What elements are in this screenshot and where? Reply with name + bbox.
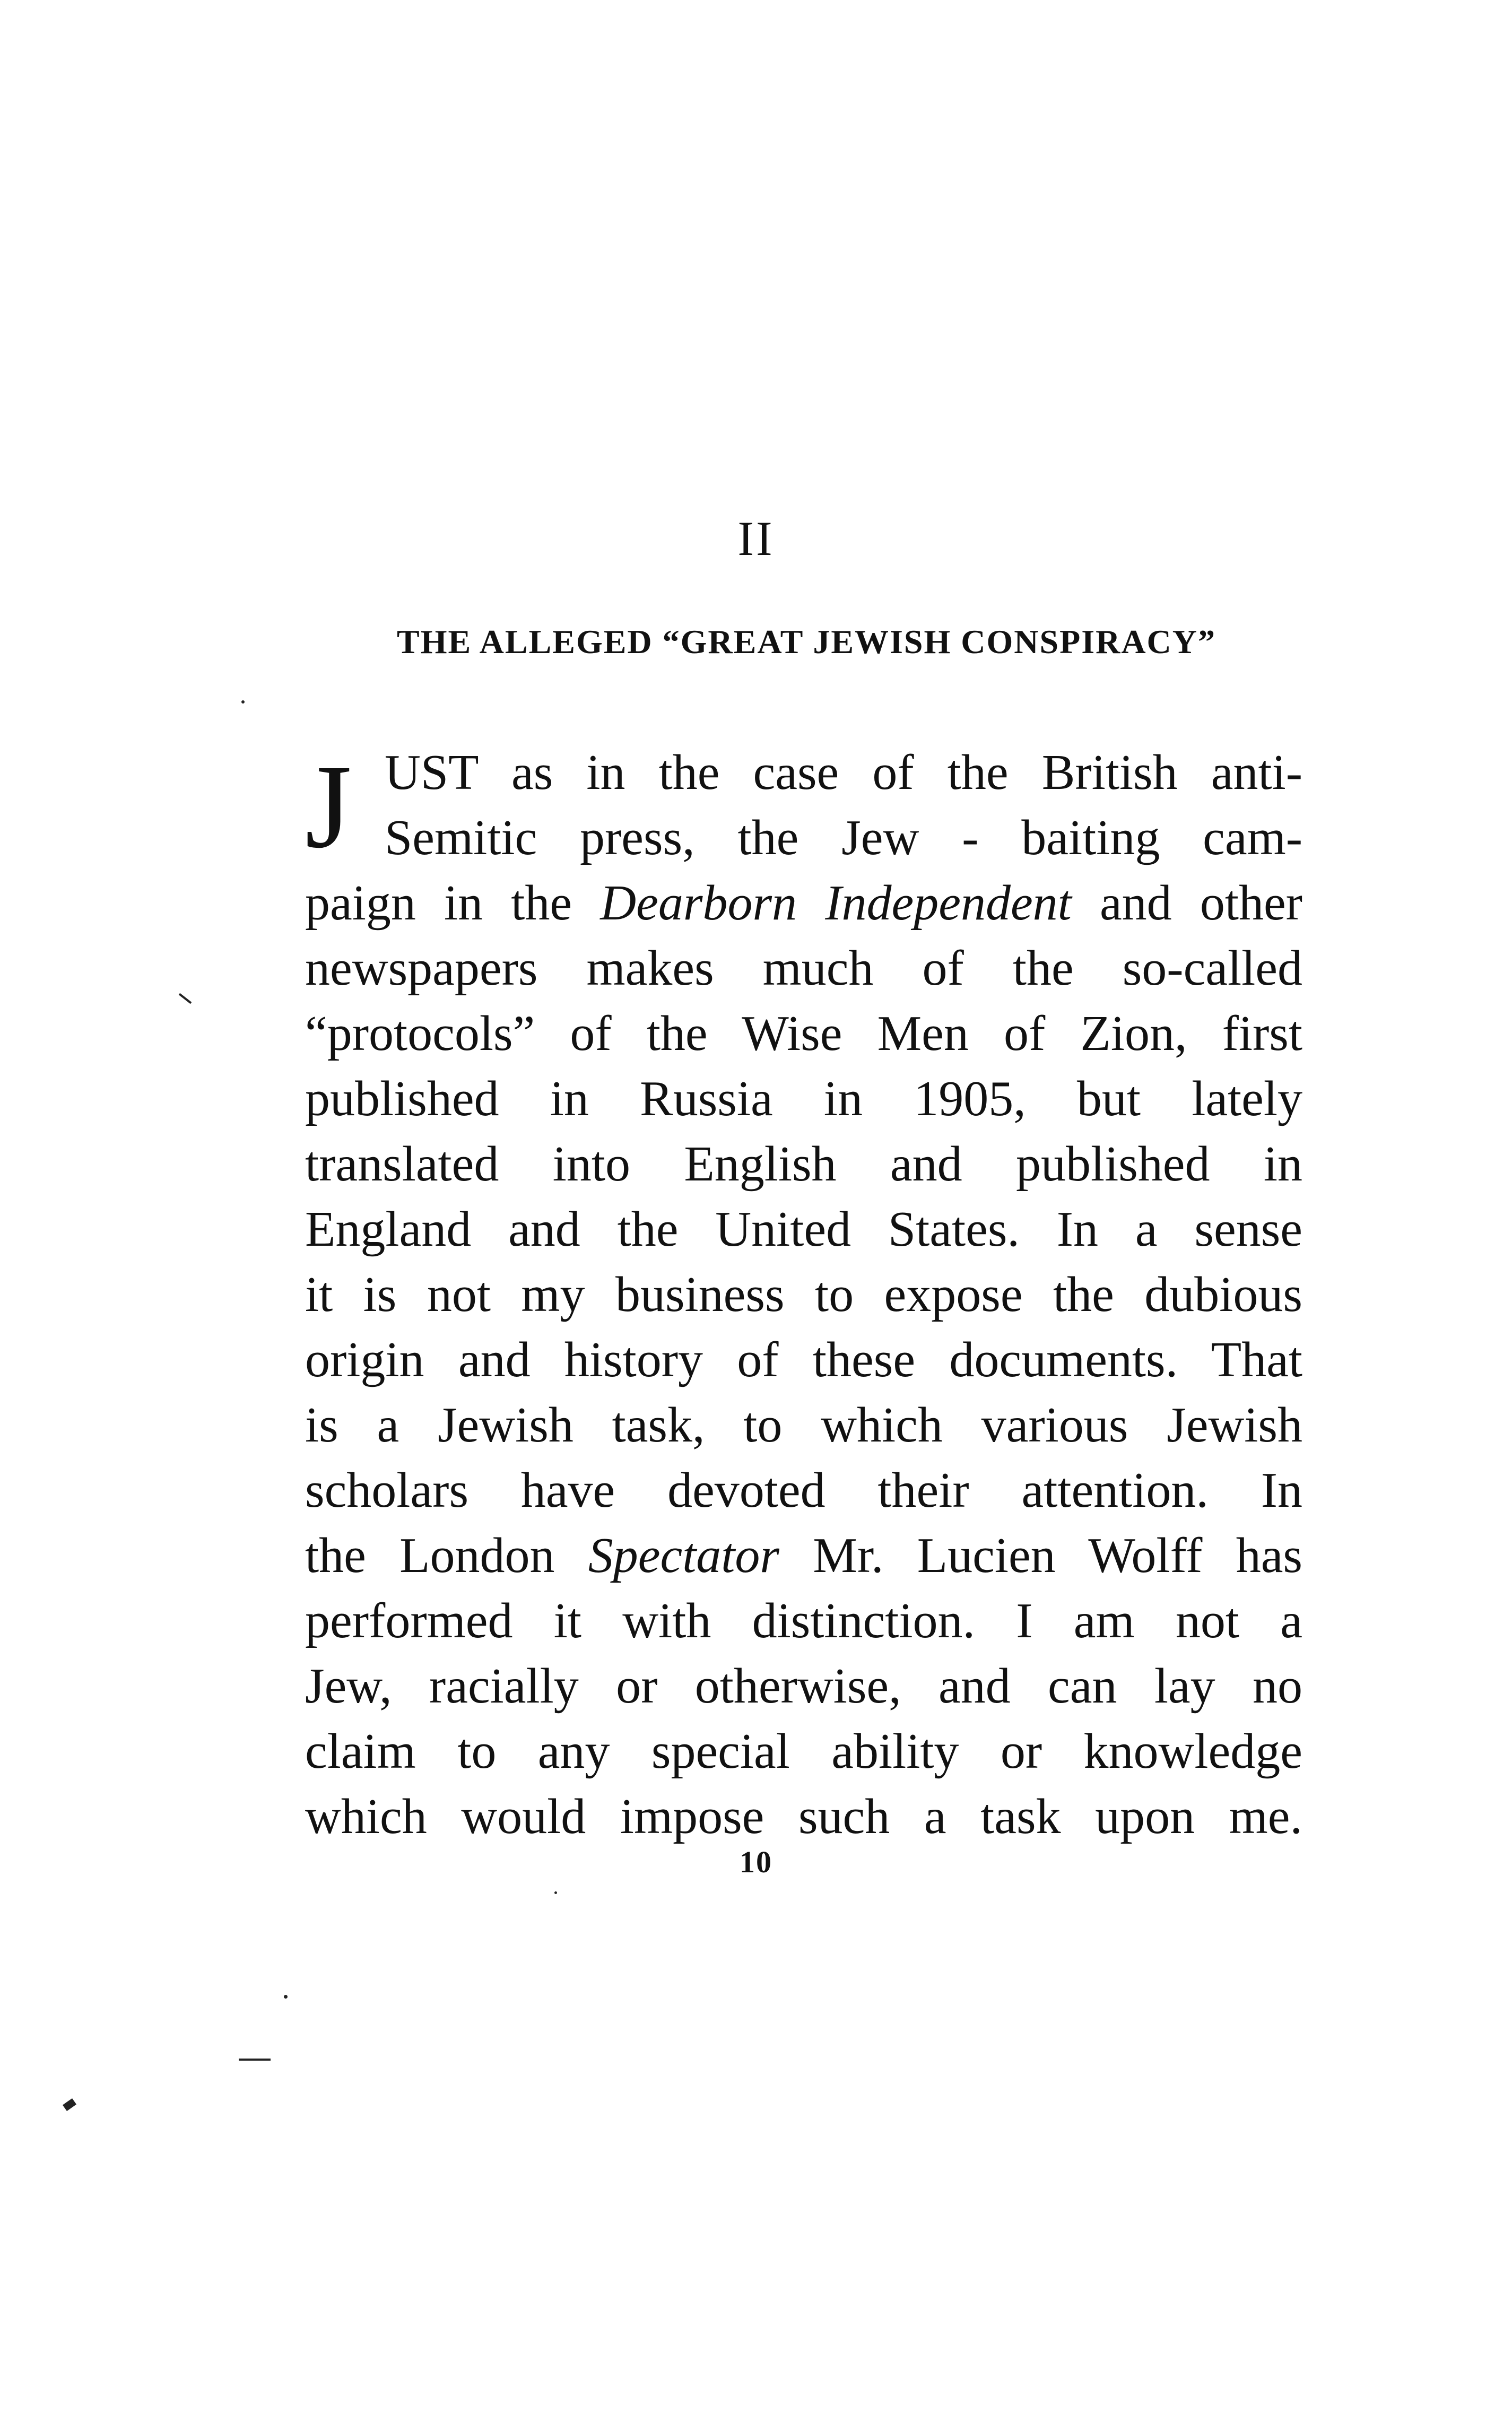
text-line: is a Jewish task, to which various Jewish — [305, 1397, 1302, 1453]
scan-speck — [179, 993, 192, 1004]
text-line: England and the United States. In a sense — [305, 1202, 1302, 1257]
text-line: translated into English and published in — [305, 1136, 1302, 1192]
text-line: “protocols” of the Wise Men of Zion, first — [305, 1006, 1302, 1061]
text-line: performed it with distinction. I am not a — [305, 1593, 1302, 1648]
chapter-title: THE ALLEGED “GREAT JEWISH CONSPIRACY” — [397, 623, 1216, 661]
text-line: scholars have devoted their attention. In — [305, 1463, 1302, 1518]
text-line: claim to any special ability or knowledge — [305, 1724, 1302, 1779]
scan-speck — [241, 700, 245, 704]
italic-title: Spectator — [588, 1528, 780, 1583]
scan-speck — [284, 1995, 288, 1999]
text-line: origin and history of these documents. That — [305, 1332, 1302, 1387]
scan-speck — [63, 2098, 76, 2111]
text-line: published in Russia in 1905, but lately — [305, 1071, 1302, 1126]
body-paragraph — [305, 740, 1302, 1849]
text-line: newspapers makes much of the so-called — [305, 941, 1302, 996]
text-line: the London Spectator Mr. Lucien Wolff has — [305, 1528, 1302, 1583]
text-line: it is not my business to expose the dubious — [305, 1267, 1302, 1322]
scan-speck — [554, 1891, 557, 1894]
text-line: Jew, racially or otherwise, and can lay no — [305, 1658, 1302, 1714]
italic-title: Dearborn Independent — [600, 875, 1072, 931]
text-line: paign in the Dearborn Independent and other — [305, 875, 1302, 931]
text-line: Semitic press, the Jew - baiting cam- — [385, 810, 1302, 865]
drop-cap: J — [305, 740, 352, 873]
page-number: 10 — [740, 1845, 772, 1879]
text-line: UST as in the case of the British anti- — [385, 745, 1302, 800]
chapter-number: II — [737, 511, 775, 566]
text-line: which would impose such a task upon me. — [305, 1789, 1302, 1844]
scan-speck — [239, 2059, 271, 2061]
